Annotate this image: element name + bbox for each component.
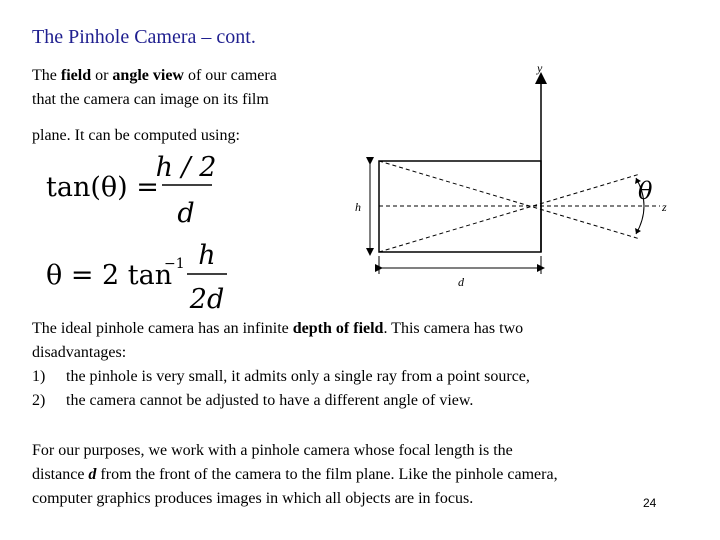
term-field: field: [60, 67, 92, 84]
h-label: h: [355, 200, 361, 214]
ray-upper: [379, 161, 640, 239]
ray-lower: [379, 174, 640, 252]
slide-title: The Pinhole Camera – cont.: [32, 26, 256, 48]
term-d: d: [88, 466, 97, 483]
eq1-numerator: h / 2: [155, 152, 217, 183]
depth-line-2: disadvantages:: [32, 344, 127, 361]
purpose-text: from the front of the camera to the film plane. Like the pinhole camera,: [96, 466, 558, 483]
purpose-paragraph: [32, 439, 558, 511]
eq2-denominator: 2d: [189, 284, 225, 314]
intro-text: The: [32, 67, 61, 84]
purpose-line-1: For our purposes, we work with a pinhole camera whose focal length is the: [32, 442, 513, 459]
disadvantage-item-2: [32, 389, 530, 413]
item-text: the camera cannot be adjusted to have a different angle of view.: [66, 392, 474, 409]
intro-line-1: [32, 64, 277, 88]
page-number: 24: [643, 496, 657, 510]
depth-line-1: [32, 317, 530, 341]
purpose-line-3: computer graphics produces images in which all objects are in focus.: [32, 490, 474, 507]
item-number: 2): [32, 392, 46, 409]
disadvantage-item-1: [32, 365, 530, 389]
depth-text: The ideal pinhole camera has an infinite: [32, 320, 293, 337]
eq2-superscript: −1: [164, 256, 185, 272]
depth-paragraph: [32, 317, 530, 413]
pinhole-diagram: [340, 56, 680, 296]
intro-text: of our camera: [183, 67, 277, 84]
intro-text: or: [91, 67, 113, 84]
term-depth-of-field: depth of field: [292, 320, 384, 337]
term-angle-view: angle view: [112, 67, 184, 84]
depth-text: . This camera has two: [383, 320, 524, 337]
intro-line-3: plane. It can be computed using:: [32, 127, 240, 144]
angle-arrow-bottom: [635, 228, 641, 234]
eq2-lhs: θ = 2 tan: [46, 260, 173, 291]
z-axis-label: z: [662, 200, 667, 214]
purpose-text: distance: [32, 466, 89, 483]
item-text: the pinhole is very small, it admits only a single ray from a point source,: [66, 368, 530, 385]
eq2-numerator: h: [198, 240, 216, 271]
equations: [40, 148, 240, 314]
eq1-lhs: tan(θ) =: [46, 172, 159, 203]
theta-label: θ: [638, 177, 653, 205]
y-axis-label: y: [537, 61, 543, 75]
eq1-denominator: d: [177, 198, 195, 229]
purpose-line-2: [32, 463, 558, 487]
intro-line-2: that the camera can image on its film: [32, 91, 269, 108]
item-number: 1): [32, 368, 46, 385]
d-label: d: [458, 275, 464, 289]
